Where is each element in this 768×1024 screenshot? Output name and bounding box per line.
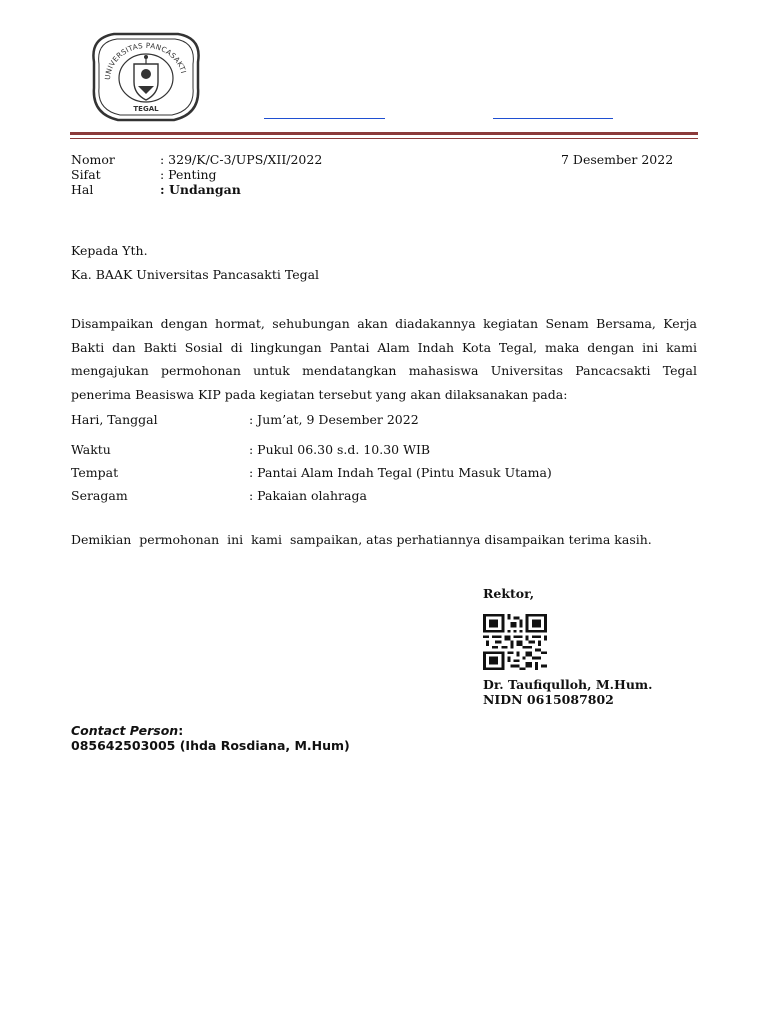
logo-top-text: UNIVERSITAS PANCASAKTI — [102, 40, 189, 81]
recipient-greeting: Kepada Yth. — [71, 243, 148, 258]
hal-label: Hal — [71, 182, 94, 197]
detail-label-seragam: Seragam — [71, 488, 128, 503]
detail-value-tempat: : Pantai Alam Indah Tegal (Pintu Masuk Utama) — [249, 465, 552, 480]
contact-label-colon: : — [178, 723, 184, 738]
header-link-line-right — [493, 118, 613, 119]
sifat-value: : Penting — [160, 167, 217, 182]
contact-value: 085642503005 (Ihda Rosdiana, M.Hum) — [71, 738, 350, 753]
contact-label-line — [71, 723, 183, 739]
detail-label-tempat: Tempat — [71, 465, 119, 480]
closing-text: Demikian permohonan ini kami sampaikan, atas perhatiannya disampaikan terima kasih. — [71, 532, 652, 547]
letter-date: 7 Desember 2022 — [561, 152, 674, 167]
university-logo — [84, 28, 208, 124]
detail-label-waktu: Waktu — [71, 442, 111, 457]
detail-value-waktu: : Pukul 06.30 s.d. 10.30 WIB — [249, 442, 431, 457]
logo-bottom-text: TEGAL — [133, 105, 159, 113]
signature-title: Rektor, — [483, 586, 535, 601]
hal-value: : Undangan — [160, 182, 241, 197]
nomor-value: : 329/K/C-3/UPS/XII/2022 — [160, 152, 323, 167]
detail-value-hari: : Jum’at, 9 Desember 2022 — [249, 412, 419, 427]
sifat-label: Sifat — [71, 167, 101, 182]
body-paragraph: Disampaikan dengan hormat, sehubungan akan diadakannya kegiatan Senam Bersama, Kerja Bakti dan Bakti Sosial di lingkungan Pantai Alam Indah Kota Tegal, maka dengan ini kami mengajukan permohonan untuk mendatangkan mahasiswa Universitas Pancacsakti Tegal penerima Beasiswa KIP pada kegiatan tersebut yang akan dilaksanakan pada: — [71, 316, 697, 402]
detail-value-seragam: : Pakaian olahraga — [249, 488, 367, 503]
header-link-line-left — [264, 118, 385, 119]
header-rule-thick — [70, 132, 698, 135]
detail-label-hari: Hari, Tanggal — [71, 412, 158, 427]
qr-code-icon — [483, 614, 547, 670]
nomor-label: Nomor — [71, 152, 115, 167]
signature-nidn: NIDN 0615087802 — [483, 692, 614, 707]
contact-label: Contact Person — [71, 723, 179, 738]
recipient-name: Ka. BAAK Universitas Pancasakti Tegal — [71, 267, 320, 282]
header-rule-thin — [70, 138, 698, 139]
signature-name: Dr. Taufiqulloh, M.Hum. — [483, 677, 653, 692]
